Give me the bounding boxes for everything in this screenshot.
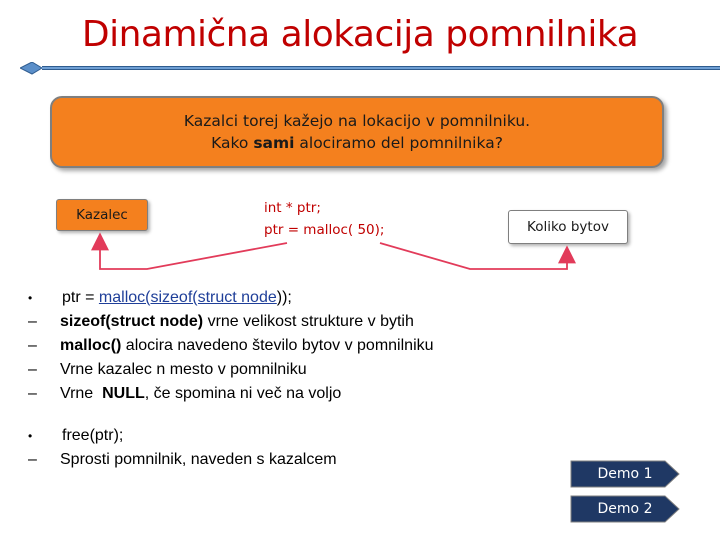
demo-2-button[interactable] xyxy=(570,495,680,523)
sub-item xyxy=(28,310,548,334)
sub-text: Sprosti pomnilnik, naveden s kazalcem xyxy=(60,451,337,468)
demo-1-button[interactable] xyxy=(570,460,680,488)
sub-item xyxy=(28,358,548,382)
code-text: free(ptr); xyxy=(62,427,124,444)
dash-marker: – xyxy=(28,313,37,330)
bullet-marker: • xyxy=(28,291,33,305)
malloc-link[interactable] xyxy=(99,289,277,306)
title-underline xyxy=(20,62,720,76)
sub-text: alocira navedeno število bytov v pomnilniku xyxy=(121,337,434,354)
sub-item xyxy=(28,382,548,406)
sub-text: , če spomina ni več na voljo xyxy=(144,385,342,402)
dash-marker: – xyxy=(28,451,37,468)
code-snippet xyxy=(264,197,384,241)
sub-bold: NULL xyxy=(102,385,145,402)
bullet-list xyxy=(28,286,548,472)
sub-item xyxy=(28,334,548,358)
sizeof-text: sizeof(struct node xyxy=(150,289,277,306)
arrow-to-kazalec xyxy=(100,236,287,269)
koliko-bytov-box: Koliko bytov xyxy=(508,210,628,244)
code-line-2: ptr = malloc( 50); xyxy=(264,222,385,238)
bullet-marker: • xyxy=(28,429,33,443)
arrow-to-koliko xyxy=(380,243,567,269)
sub-bold: sizeof(struct node) xyxy=(60,313,204,330)
sub-text: Vrne kazalec n mesto v pomnilniku xyxy=(60,361,307,378)
code-text: ptr = xyxy=(62,289,99,306)
bullet-malloc xyxy=(28,286,548,310)
callout-text: Kako xyxy=(211,134,254,152)
sub-text: vrne velikost strukture v bytih xyxy=(203,313,414,330)
dash-marker: – xyxy=(28,361,37,378)
callout-emphasis: sami xyxy=(253,134,295,152)
sub-text: Vrne xyxy=(60,385,103,402)
question-callout xyxy=(50,96,664,168)
kazalec-box: Kazalec xyxy=(56,199,148,231)
demo-1-label: Demo 1 xyxy=(597,466,653,482)
code-line-1: int * ptr; xyxy=(264,200,321,216)
malloc-text: malloc( xyxy=(98,289,151,306)
slide-title: Dinamična alokacija pomnilnika xyxy=(81,14,639,55)
sub-bold: malloc() xyxy=(60,337,122,354)
callout-line-2 xyxy=(52,132,662,154)
sub-item xyxy=(28,448,548,472)
demo-2-label: Demo 2 xyxy=(597,501,653,517)
code-text: )); xyxy=(276,289,292,306)
callout-text: alociramo del pomnilnika? xyxy=(294,134,503,152)
callout-line-1: Kazalci torej kažejo na lokacijo v pomnilniku. xyxy=(183,112,531,130)
dash-marker: – xyxy=(28,337,37,354)
dash-marker: – xyxy=(28,385,37,402)
bullet-free xyxy=(28,424,548,448)
